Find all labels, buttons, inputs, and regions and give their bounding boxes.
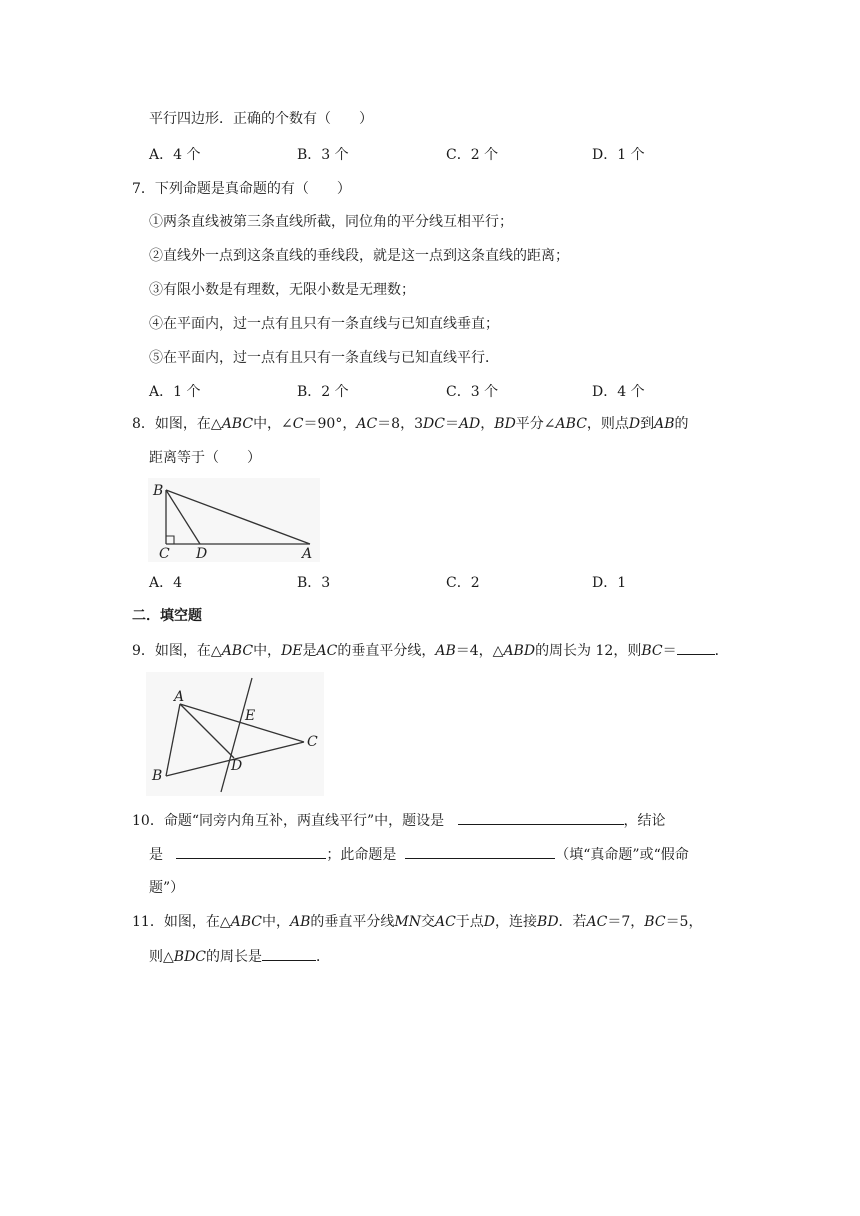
q7-option-c: C．3 个 <box>446 384 499 400</box>
q6-option-d: D．1 个 <box>592 147 645 163</box>
q10-line3: 题”） <box>149 880 185 896</box>
q10-line2: 是 ；此命题是 （填“真命题”或“假命 <box>149 844 689 865</box>
q7-stem: 7．下列命题是真命题的有（ ） <box>132 181 351 197</box>
q9-label-b: B <box>152 768 163 784</box>
q9-stem: 9．如图，在△ABC中，DE是AC的垂直平分线，AB＝4，△ABD的周长为 12，则BC＝ ． <box>132 640 729 661</box>
q7-option-a: A．1 个 <box>149 384 201 400</box>
q7-item-5: ⑤在平面内，过一点有且只有一条直线与已知直线平行． <box>149 350 499 366</box>
q10-hypothesis-blank[interactable] <box>458 810 624 825</box>
q10-conclusion-blank[interactable] <box>176 844 326 859</box>
q8-stem-line1: 8．如图，在△ABC中，∠C＝90°，AC＝8，3DC＝AD，BD平分∠ABC，则点D到AB的 <box>132 416 689 432</box>
q10-truth-blank[interactable] <box>405 844 555 859</box>
q11-line2: 则△BDC的周长是 ． <box>149 946 330 967</box>
q6-option-c: C．2 个 <box>446 147 499 163</box>
q9-triangle-figure <box>146 672 324 796</box>
q8-triangle-figure <box>148 478 320 562</box>
q9-label-a: A <box>174 689 185 705</box>
q8-label-d: D <box>196 546 208 562</box>
q8-option-c: C．2 <box>446 575 480 591</box>
q11-line1: 11．如图，在△ABC中，AB的垂直平分线MN交AC于点D，连接BD．若AC＝7，BC＝5， <box>132 914 703 930</box>
q7-item-1: ①两条直线被第三条直线所截，同位角的平分线互相平行； <box>149 214 513 230</box>
q8-option-b: B．3 <box>297 575 331 591</box>
q9-label-e: E <box>245 708 256 724</box>
q8-label-a: A <box>302 546 313 562</box>
q6-option-b: B．3 个 <box>297 147 349 163</box>
q9-label-c: C <box>307 734 318 750</box>
q11-answer-blank[interactable] <box>262 946 316 961</box>
q8-label-b: B <box>153 483 164 499</box>
q6-stem-tail: 平行四边形．正确的个数有（ ） <box>149 111 373 127</box>
q7-option-b: B．2 个 <box>297 384 349 400</box>
q9-answer-blank[interactable] <box>677 640 715 655</box>
q8-stem-line2: 距离等于（ ） <box>149 450 261 466</box>
q7-item-4: ④在平面内，过一点有且只有一条直线与已知直线垂直； <box>149 316 499 332</box>
q7-item-3: ③有限小数是有理数，无限小数是无理数； <box>149 282 415 298</box>
q6-option-a: A．4 个 <box>149 147 201 163</box>
q8-option-d: D．1 <box>592 575 627 591</box>
section-title-fill-in: 二．填空题 <box>132 608 202 624</box>
q7-option-d: D．4 个 <box>592 384 645 400</box>
q10-line1: 10．命题“同旁内角互补，两直线平行”中，题设是 ，结论 <box>132 810 666 831</box>
q8-option-a: A．4 <box>149 575 183 591</box>
q8-label-c: C <box>159 546 170 562</box>
q9-label-d: D <box>231 758 243 774</box>
q7-item-2: ②直线外一点到这条直线的垂线段，就是这一点到这条直线的距离； <box>149 248 569 264</box>
